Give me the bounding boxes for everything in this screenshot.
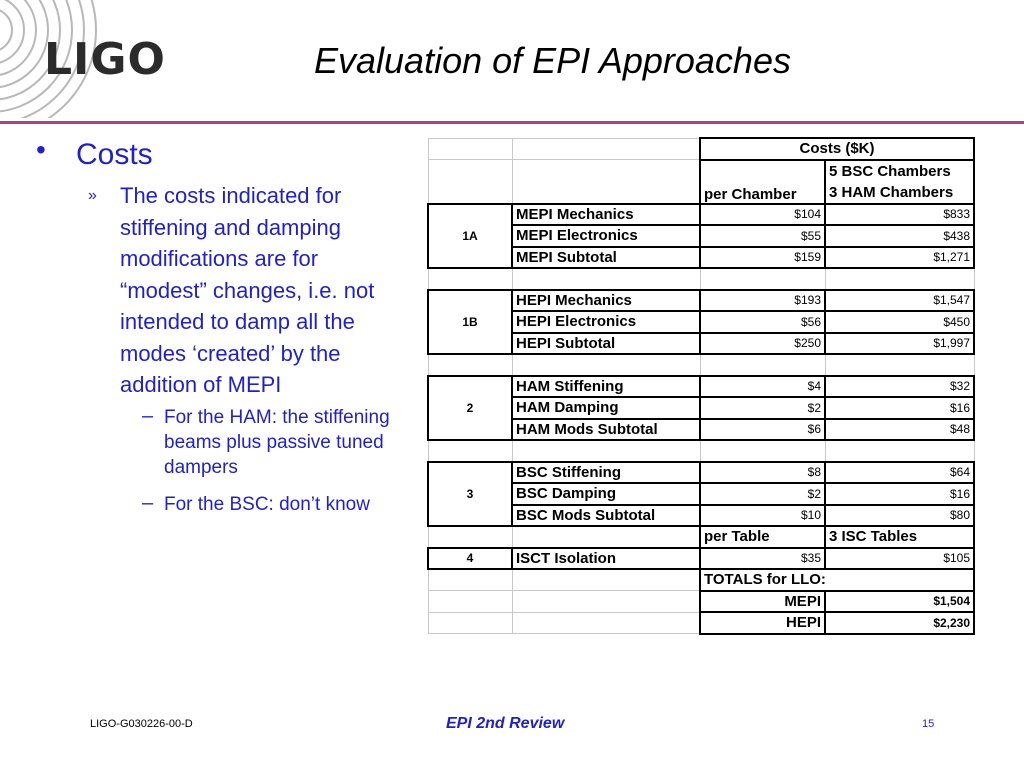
title-divider [0, 121, 1024, 124]
footer-page-number: 15 [922, 718, 935, 730]
per-chamber-value: $56 [700, 311, 825, 333]
total-value: $16 [825, 397, 974, 419]
table-row [428, 591, 974, 613]
per-chamber-value: $2 [700, 397, 825, 419]
total-value: $16 [825, 483, 974, 505]
chambers-header: 5 BSC Chambers 3 HAM Chambers [825, 160, 974, 204]
per-chamber-value: $2 [700, 483, 825, 505]
totals-hepi-value: $2,230 [825, 612, 974, 634]
total-value: $105 [825, 548, 974, 570]
total-value: $450 [825, 311, 974, 333]
table-row [428, 376, 974, 398]
per-chamber-value: $250 [700, 333, 825, 355]
totals-header: TOTALS for LLO: [700, 569, 974, 591]
group-id: 1A [428, 204, 512, 269]
totals-mepi-label: MEPI [700, 591, 825, 613]
group-id: 2 [428, 376, 512, 441]
total-value: $833 [825, 204, 974, 226]
per-chamber-value: $55 [700, 225, 825, 247]
table-row [428, 612, 974, 634]
costs-header: Costs ($K) [700, 138, 974, 160]
footer-event: EPI 2nd Review [446, 715, 565, 732]
table-row [428, 462, 974, 484]
total-value: $80 [825, 505, 974, 527]
total-value: $1,997 [825, 333, 974, 355]
ligo-logo: LIGO [44, 34, 166, 85]
bullet-costs-note: The costs indicated for stiffening and damping modifications are for “modest” changes, i.e. not intended to damp all the modes ‘created’ by the addition of MEPI [120, 183, 375, 397]
isc-tables-header: 3 ISC Tables [825, 526, 974, 548]
per-chamber-value: $10 [700, 505, 825, 527]
bullet-dash: – [142, 405, 154, 427]
total-value: $64 [825, 462, 974, 484]
bullet-chevron: » [88, 187, 97, 204]
row-label: HAM Damping [512, 397, 700, 419]
totals-mepi-value: $1,504 [825, 591, 974, 613]
costs-table [427, 137, 975, 635]
group-id: 3 [428, 462, 512, 527]
table-row [428, 526, 974, 548]
per-table-value: $35 [700, 548, 825, 570]
row-label: HEPI Electronics [512, 311, 700, 333]
total-value: $48 [825, 419, 974, 441]
total-value: $1,271 [825, 247, 974, 269]
table-row-spacer [428, 354, 974, 376]
row-label: HEPI Mechanics [512, 290, 700, 312]
totals-hepi-label: HEPI [700, 612, 825, 634]
row-label: HEPI Subtotal [512, 333, 700, 355]
per-chamber-value: $8 [700, 462, 825, 484]
table-row [428, 290, 974, 312]
per-chamber-value: $4 [700, 376, 825, 398]
footer-doc-id: LIGO-G030226-00-D [90, 718, 193, 730]
table-row [428, 138, 974, 160]
row-label: HAM Mods Subtotal [512, 419, 700, 441]
group-id: 1B [428, 290, 512, 355]
row-label: BSC Stiffening [512, 462, 700, 484]
total-value: $1,547 [825, 290, 974, 312]
row-label: BSC Damping [512, 483, 700, 505]
group-id: 4 [428, 548, 512, 570]
total-value: $438 [825, 225, 974, 247]
per-table-header: per Table [700, 526, 825, 548]
table-row-spacer [428, 440, 974, 462]
per-chamber-value: $6 [700, 419, 825, 441]
table-row [428, 160, 974, 204]
row-label: HAM Stiffening [512, 376, 700, 398]
per-chamber-value: $159 [700, 247, 825, 269]
per-chamber-header: per Chamber [700, 160, 825, 204]
table-row [428, 548, 974, 570]
bullet-dot: • [36, 134, 46, 165]
bullet-costs: Costs [76, 138, 153, 171]
row-label: BSC Mods Subtotal [512, 505, 700, 527]
table-row-spacer [428, 268, 974, 290]
row-label: MEPI Subtotal [512, 247, 700, 269]
sub-bullet-bsc: For the BSC: don’t know [164, 494, 370, 515]
total-value: $32 [825, 376, 974, 398]
page-title: Evaluation of EPI Approaches [314, 40, 791, 81]
sub-bullet-ham: For the HAM: the stiffening beams plus passive tuned dampers [164, 407, 390, 478]
table-row [428, 569, 974, 591]
table-row [428, 204, 974, 226]
per-chamber-value: $104 [700, 204, 825, 226]
per-chamber-value: $193 [700, 290, 825, 312]
row-label: ISCT Isolation [512, 548, 700, 570]
row-label: MEPI Mechanics [512, 204, 700, 226]
row-label: MEPI Electronics [512, 225, 700, 247]
bullet-dash: – [142, 492, 154, 514]
